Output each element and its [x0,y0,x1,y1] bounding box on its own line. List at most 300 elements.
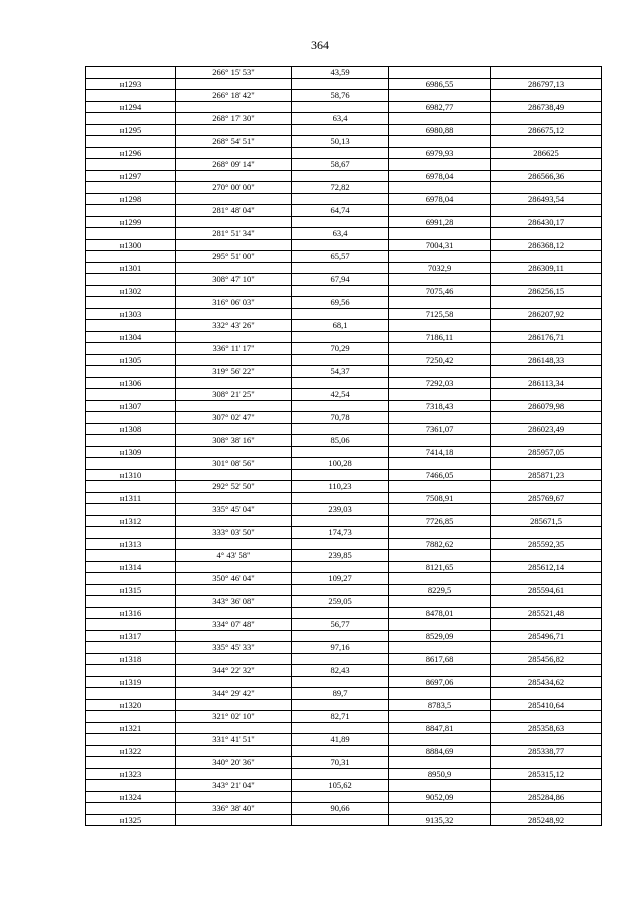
point-row [86,400,602,412]
empty-cell [292,239,389,251]
empty-cell [292,354,389,366]
x-coordinate-cell: 7250,42 [389,354,491,366]
segment-length-cell: 97,16 [292,642,389,654]
empty-cell [86,573,176,585]
x-coordinate-cell: 6978,04 [389,193,491,205]
segment-length-cell: 72,82 [292,182,389,194]
point-name-cell: н1306 [86,377,176,389]
segment-length-cell: 43,59 [292,67,389,79]
segment-length-cell: 239,03 [292,504,389,516]
empty-cell [292,745,389,757]
segment-row [86,343,602,355]
empty-cell [176,124,292,136]
segment-row [86,159,602,171]
point-row [86,239,602,251]
empty-cell [491,113,602,125]
point-name-cell: н1325 [86,814,176,826]
segment-row [86,803,602,815]
y-coordinate-cell: 285496,71 [491,630,602,642]
empty-cell [176,492,292,504]
empty-cell [389,251,491,263]
x-coordinate-cell: 7032,9 [389,262,491,274]
direction-angle-cell: 336° 11' 17" [176,343,292,355]
empty-cell [292,446,389,458]
empty-cell [176,676,292,688]
empty-cell [176,285,292,297]
segment-row [86,596,602,608]
segment-row [86,297,602,309]
direction-angle-cell: 266° 18' 42" [176,90,292,102]
empty-cell [389,343,491,355]
y-coordinate-cell: 285315,12 [491,768,602,780]
point-name-cell: н1311 [86,492,176,504]
empty-cell [292,538,389,550]
point-name-cell: н1300 [86,239,176,251]
point-row [86,492,602,504]
empty-cell [292,630,389,642]
empty-cell [176,469,292,481]
x-coordinate-cell: 7508,91 [389,492,491,504]
empty-cell [491,67,602,79]
empty-cell [389,182,491,194]
empty-cell [491,343,602,355]
empty-cell [491,366,602,378]
y-coordinate-cell: 286113,34 [491,377,602,389]
direction-angle-cell: 268° 54' 51" [176,136,292,148]
point-name-cell: н1303 [86,308,176,320]
direction-angle-cell: 308° 21' 25" [176,389,292,401]
y-coordinate-cell: 285521,48 [491,607,602,619]
segment-length-cell: 70,31 [292,757,389,769]
segment-length-cell: 65,57 [292,251,389,263]
segment-length-cell: 63,4 [292,113,389,125]
segment-row [86,619,602,631]
direction-angle-cell: 268° 17' 30" [176,113,292,125]
empty-cell [389,481,491,493]
segment-row [86,688,602,700]
empty-cell [176,377,292,389]
empty-cell [86,803,176,815]
empty-cell [176,216,292,228]
segment-length-cell: 90,66 [292,803,389,815]
point-row [86,745,602,757]
y-coordinate-cell: 286738,49 [491,101,602,113]
empty-cell [292,262,389,274]
point-name-cell: н1307 [86,400,176,412]
empty-cell [86,182,176,194]
empty-cell [292,423,389,435]
y-coordinate-cell: 285957,05 [491,446,602,458]
segment-length-cell: 41,89 [292,734,389,746]
empty-cell [176,239,292,251]
direction-angle-cell: 308° 38' 16" [176,435,292,447]
point-name-cell: н1320 [86,699,176,711]
empty-cell [389,711,491,723]
empty-cell [86,481,176,493]
empty-cell [389,67,491,79]
direction-angle-cell: 321° 02' 10" [176,711,292,723]
point-row [86,722,602,734]
segment-row [86,780,602,792]
y-coordinate-cell: 285592,35 [491,538,602,550]
x-coordinate-cell: 8847,81 [389,722,491,734]
point-row [86,538,602,550]
empty-cell [491,550,602,562]
empty-cell [389,504,491,516]
point-row [86,216,602,228]
point-row [86,791,602,803]
direction-angle-cell: 331° 41' 51" [176,734,292,746]
empty-cell [86,136,176,148]
x-coordinate-cell: 7726,85 [389,515,491,527]
empty-cell [491,297,602,309]
point-row [86,101,602,113]
y-coordinate-cell: 285871,23 [491,469,602,481]
y-coordinate-cell: 285612,14 [491,561,602,573]
direction-angle-cell: 316° 06' 03" [176,297,292,309]
empty-cell [176,423,292,435]
segment-length-cell: 105,62 [292,780,389,792]
direction-angle-cell: 334° 07' 48" [176,619,292,631]
empty-cell [292,791,389,803]
empty-cell [292,469,389,481]
empty-cell [389,527,491,539]
segment-row [86,320,602,332]
direction-angle-cell: 266° 15' 53" [176,67,292,79]
point-row [86,768,602,780]
segment-length-cell: 58,67 [292,159,389,171]
y-coordinate-cell: 285671,5 [491,515,602,527]
point-name-cell: н1322 [86,745,176,757]
x-coordinate-cell: 8783,5 [389,699,491,711]
empty-cell [491,665,602,677]
point-name-cell: н1305 [86,354,176,366]
segment-row [86,274,602,286]
empty-cell [86,159,176,171]
empty-cell [86,412,176,424]
empty-cell [86,458,176,470]
empty-cell [292,101,389,113]
x-coordinate-cell: 7125,58 [389,308,491,320]
x-coordinate-cell: 9052,09 [389,791,491,803]
segment-row [86,573,602,585]
empty-cell [491,711,602,723]
empty-cell [292,331,389,343]
empty-cell [491,251,602,263]
y-coordinate-cell: 286023,49 [491,423,602,435]
point-name-cell: н1319 [86,676,176,688]
x-coordinate-cell: 8697,06 [389,676,491,688]
direction-angle-cell: 308° 47' 10" [176,274,292,286]
segment-length-cell: 70,78 [292,412,389,424]
empty-cell [176,147,292,159]
empty-cell [86,205,176,217]
segment-length-cell: 82,43 [292,665,389,677]
segment-row [86,665,602,677]
segment-length-cell: 63,4 [292,228,389,240]
x-coordinate-cell: 6978,04 [389,170,491,182]
empty-cell [491,159,602,171]
empty-cell [389,665,491,677]
y-coordinate-cell: 286625 [491,147,602,159]
y-coordinate-cell: 286256,15 [491,285,602,297]
empty-cell [389,113,491,125]
direction-angle-cell: 292° 52' 50" [176,481,292,493]
empty-cell [176,78,292,90]
x-coordinate-cell: 6986,55 [389,78,491,90]
segment-length-cell: 42,54 [292,389,389,401]
empty-cell [86,711,176,723]
empty-cell [86,366,176,378]
empty-cell [176,400,292,412]
segment-length-cell: 239,85 [292,550,389,562]
point-name-cell: н1301 [86,262,176,274]
segment-row [86,90,602,102]
point-name-cell: н1298 [86,193,176,205]
x-coordinate-cell: 6982,77 [389,101,491,113]
empty-cell [86,757,176,769]
empty-cell [86,642,176,654]
empty-cell [86,90,176,102]
empty-cell [292,584,389,596]
point-name-cell: н1294 [86,101,176,113]
empty-cell [176,308,292,320]
empty-cell [176,584,292,596]
point-row [86,584,602,596]
segment-row [86,113,602,125]
segment-length-cell: 58,76 [292,90,389,102]
empty-cell [389,757,491,769]
direction-angle-cell: 333° 03' 50" [176,527,292,539]
point-name-cell: н1324 [86,791,176,803]
point-name-cell: н1315 [86,584,176,596]
y-coordinate-cell: 286079,98 [491,400,602,412]
segment-row [86,412,602,424]
empty-cell [389,297,491,309]
x-coordinate-cell: 7004,31 [389,239,491,251]
empty-cell [491,228,602,240]
point-name-cell: н1316 [86,607,176,619]
segment-length-cell: 50,13 [292,136,389,148]
point-row [86,308,602,320]
segment-row [86,435,602,447]
y-coordinate-cell: 286566,36 [491,170,602,182]
empty-cell [86,343,176,355]
empty-cell [86,688,176,700]
point-name-cell: н1296 [86,147,176,159]
empty-cell [86,596,176,608]
empty-cell [292,124,389,136]
segment-row [86,182,602,194]
y-coordinate-cell: 286797,13 [491,78,602,90]
point-name-cell: н1313 [86,538,176,550]
direction-angle-cell: 343° 36' 08" [176,596,292,608]
point-row [86,446,602,458]
direction-angle-cell: 281° 48' 04" [176,205,292,217]
point-row [86,699,602,711]
direction-angle-cell: 301° 08' 56" [176,458,292,470]
empty-cell [292,699,389,711]
empty-cell [176,722,292,734]
y-coordinate-cell: 285769,67 [491,492,602,504]
point-row [86,377,602,389]
segment-length-cell: 56,77 [292,619,389,631]
empty-cell [292,78,389,90]
empty-cell [389,90,491,102]
empty-cell [86,780,176,792]
empty-cell [292,722,389,734]
point-name-cell: н1295 [86,124,176,136]
segment-row [86,550,602,562]
coordinates-table [85,66,602,826]
empty-cell [292,561,389,573]
empty-cell [491,182,602,194]
empty-cell [86,320,176,332]
direction-angle-cell: 4° 43' 58" [176,550,292,562]
segment-length-cell: 70,29 [292,343,389,355]
empty-cell [86,504,176,516]
y-coordinate-cell: 286493,54 [491,193,602,205]
empty-cell [389,642,491,654]
y-coordinate-cell: 285338,77 [491,745,602,757]
y-coordinate-cell: 285284,86 [491,791,602,803]
empty-cell [292,216,389,228]
y-coordinate-cell: 286176,71 [491,331,602,343]
empty-cell [86,113,176,125]
segment-row [86,481,602,493]
segment-length-cell: 54,37 [292,366,389,378]
empty-cell [292,285,389,297]
segment-row [86,734,602,746]
empty-cell [86,734,176,746]
direction-angle-cell: 340° 20' 36" [176,757,292,769]
segment-row [86,757,602,769]
point-name-cell: н1321 [86,722,176,734]
empty-cell [389,228,491,240]
point-name-cell: н1314 [86,561,176,573]
segment-length-cell: 174,73 [292,527,389,539]
segment-length-cell: 64,74 [292,205,389,217]
point-row [86,147,602,159]
empty-cell [491,619,602,631]
empty-cell [292,193,389,205]
empty-cell [491,274,602,286]
segment-row [86,389,602,401]
empty-cell [176,515,292,527]
empty-cell [389,366,491,378]
empty-cell [176,170,292,182]
segment-length-cell: 85,06 [292,435,389,447]
segment-row [86,228,602,240]
empty-cell [86,251,176,263]
empty-cell [389,159,491,171]
point-row [86,193,602,205]
x-coordinate-cell: 7318,43 [389,400,491,412]
x-coordinate-cell: 8617,68 [389,653,491,665]
point-row [86,262,602,274]
empty-cell [491,481,602,493]
empty-cell [491,734,602,746]
segment-length-cell: 110,23 [292,481,389,493]
segment-row [86,642,602,654]
direction-angle-cell: 344° 22' 32" [176,665,292,677]
empty-cell [86,297,176,309]
empty-cell [176,354,292,366]
empty-cell [389,136,491,148]
point-name-cell: н1304 [86,331,176,343]
segment-length-cell: 259,05 [292,596,389,608]
x-coordinate-cell: 7075,46 [389,285,491,297]
empty-cell [176,331,292,343]
empty-cell [292,377,389,389]
empty-cell [292,308,389,320]
empty-cell [491,688,602,700]
empty-cell [176,745,292,757]
x-coordinate-cell: 7466,05 [389,469,491,481]
point-row [86,607,602,619]
empty-cell [86,619,176,631]
y-coordinate-cell: 286430,17 [491,216,602,228]
segment-length-cell: 100,28 [292,458,389,470]
y-coordinate-cell: 286309,11 [491,262,602,274]
segment-row [86,136,602,148]
segment-row [86,67,602,79]
empty-cell [176,193,292,205]
segment-length-cell: 67,94 [292,274,389,286]
direction-angle-cell: 344° 29' 42" [176,688,292,700]
segment-length-cell: 68,1 [292,320,389,332]
segment-length-cell: 69,56 [292,297,389,309]
y-coordinate-cell: 285248,92 [491,814,602,826]
empty-cell [292,515,389,527]
segment-row [86,711,602,723]
direction-angle-cell: 335° 45' 04" [176,504,292,516]
x-coordinate-cell: 8529,09 [389,630,491,642]
empty-cell [292,492,389,504]
empty-cell [86,274,176,286]
segment-row [86,366,602,378]
empty-cell [292,653,389,665]
empty-cell [389,734,491,746]
empty-cell [389,550,491,562]
empty-cell [491,90,602,102]
empty-cell [86,665,176,677]
point-name-cell: н1312 [86,515,176,527]
x-coordinate-cell: 6991,28 [389,216,491,228]
empty-cell [86,67,176,79]
empty-cell [176,561,292,573]
empty-cell [389,458,491,470]
y-coordinate-cell: 286368,12 [491,239,602,251]
empty-cell [389,412,491,424]
point-row [86,170,602,182]
x-coordinate-cell: 7186,11 [389,331,491,343]
x-coordinate-cell: 6979,93 [389,147,491,159]
empty-cell [491,596,602,608]
point-name-cell: н1309 [86,446,176,458]
empty-cell [389,619,491,631]
empty-cell [491,573,602,585]
empty-cell [176,262,292,274]
segment-row [86,504,602,516]
x-coordinate-cell: 8884,69 [389,745,491,757]
segment-row [86,458,602,470]
x-coordinate-cell: 6980,88 [389,124,491,136]
empty-cell [176,630,292,642]
y-coordinate-cell: 285456,82 [491,653,602,665]
direction-angle-cell: 268° 09' 14" [176,159,292,171]
empty-cell [176,101,292,113]
